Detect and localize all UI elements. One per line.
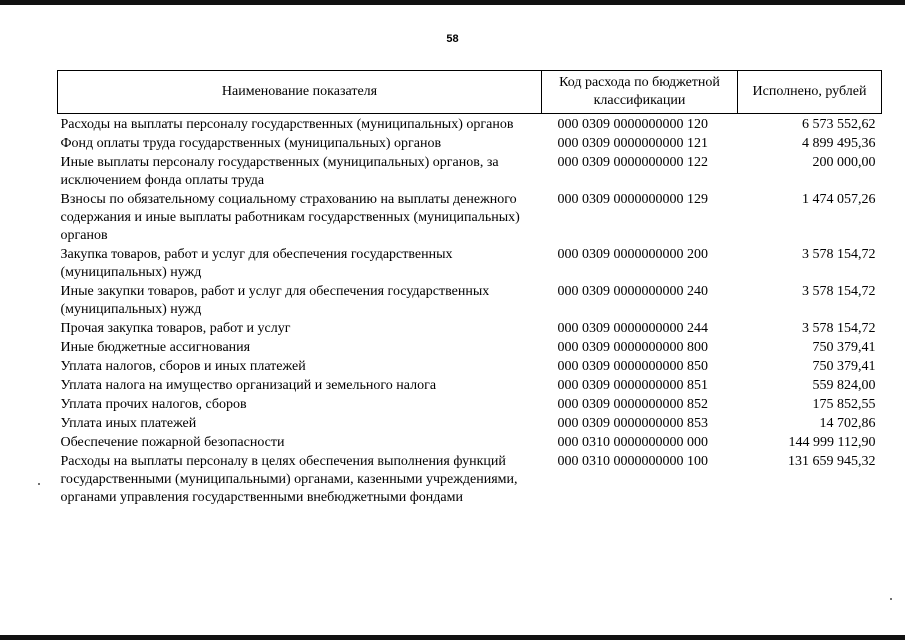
row-amount: 14 702,86	[819, 416, 876, 431]
row-indicator-name: Уплата налогов, сборов и иных платежей	[60, 359, 306, 374]
row-budget-code: 000 0309 0000000000 120	[557, 117, 708, 132]
table-row	[58, 154, 882, 191]
row-budget-code: 000 0310 0000000000 100	[557, 454, 708, 469]
table-header-row	[58, 71, 882, 114]
scan-speck	[890, 598, 892, 600]
table-row	[58, 246, 882, 283]
table-row	[58, 283, 882, 320]
row-budget-code: 000 0309 0000000000 122	[557, 155, 708, 170]
row-budget-code: 000 0309 0000000000 244	[557, 321, 708, 336]
row-budget-code: 000 0309 0000000000 121	[557, 136, 708, 151]
row-indicator-name: Уплата налога на имущество организаций и земельного налога	[60, 378, 437, 393]
row-amount: 131 659 945,32	[788, 454, 876, 469]
table-row	[58, 320, 882, 339]
row-amount: 144 999 112,90	[788, 435, 876, 450]
row-budget-code: 000 0309 0000000000 850	[557, 359, 708, 374]
row-amount: 3 578 154,72	[802, 284, 876, 299]
table-row	[58, 114, 882, 136]
scan-bottom-edge	[0, 635, 905, 640]
table-row	[58, 377, 882, 396]
table-row	[58, 358, 882, 377]
header-amount: Исполнено, рублей	[738, 71, 882, 114]
row-indicator-name: Расходы на выплаты персоналу в целях обеспечения выполнения функций государственными (муниципальными) органами, казенными учреждениями, органами управления государственными внебюджетными фондами	[60, 454, 518, 505]
row-amount: 750 379,41	[812, 359, 876, 374]
scan-top-edge	[0, 0, 905, 5]
row-budget-code: 000 0309 0000000000 240	[557, 284, 708, 299]
row-budget-code: 000 0309 0000000000 800	[557, 340, 708, 355]
row-amount: 200 000,00	[812, 155, 876, 170]
row-indicator-name: Расходы на выплаты персоналу государственных (муниципальных) органов	[60, 117, 514, 132]
row-indicator-name: Закупка товаров, работ и услуг для обеспечения государственных (муниципальных) нужд	[60, 247, 453, 280]
table-row	[58, 415, 882, 434]
row-amount: 750 379,41	[812, 340, 876, 355]
row-indicator-name: Уплата прочих налогов, сборов	[60, 397, 247, 412]
row-budget-code: 000 0310 0000000000 000	[557, 435, 708, 450]
row-amount: 4 899 495,36	[802, 136, 876, 151]
row-amount: 559 824,00	[812, 378, 876, 393]
table-row	[58, 135, 882, 154]
row-budget-code: 000 0309 0000000000 852	[557, 397, 708, 412]
header-budget-code: Код расхода по бюджетной классификации	[542, 71, 738, 114]
table-body	[58, 114, 882, 509]
row-budget-code: 000 0309 0000000000 200	[557, 247, 708, 262]
row-indicator-name: Фонд оплаты труда государственных (муниципальных) органов	[60, 136, 442, 151]
row-budget-code: 000 0309 0000000000 851	[557, 378, 708, 393]
row-indicator-name: Прочая закупка товаров, работ и услуг	[60, 321, 291, 336]
row-indicator-name: Уплата иных платежей	[60, 416, 197, 431]
row-amount: 3 578 154,72	[802, 321, 876, 336]
table-row	[58, 453, 882, 508]
row-indicator-name: Обеспечение пожарной безопасности	[60, 435, 285, 450]
row-indicator-name: Взносы по обязательному социальному страхованию на выплаты денежного содержания и иные выплаты работникам государственных (муниципальных) органов	[60, 192, 520, 243]
row-indicator-name: Иные бюджетные ассигнования	[60, 340, 251, 355]
row-amount: 3 578 154,72	[802, 247, 876, 262]
row-budget-code: 000 0309 0000000000 129	[557, 192, 708, 207]
table-row	[58, 396, 882, 415]
row-indicator-name: Иные выплаты персоналу государственных (муниципальных) органов, за исключением фонда оплаты труда	[60, 155, 499, 188]
row-amount: 6 573 552,62	[802, 117, 876, 132]
page-number: 58	[446, 33, 459, 45]
header-indicator-name: Наименование показателя	[58, 71, 542, 114]
table-row	[58, 434, 882, 453]
budget-execution-table	[57, 70, 882, 508]
row-amount: 175 852,55	[812, 397, 876, 412]
scan-speck	[38, 483, 40, 485]
row-budget-code: 000 0309 0000000000 853	[557, 416, 708, 431]
row-indicator-name: Иные закупки товаров, работ и услуг для обеспечения государственных (муниципальных) нужд	[60, 284, 490, 317]
table-row	[58, 191, 882, 246]
table-row	[58, 339, 882, 358]
row-amount: 1 474 057,26	[802, 192, 876, 207]
